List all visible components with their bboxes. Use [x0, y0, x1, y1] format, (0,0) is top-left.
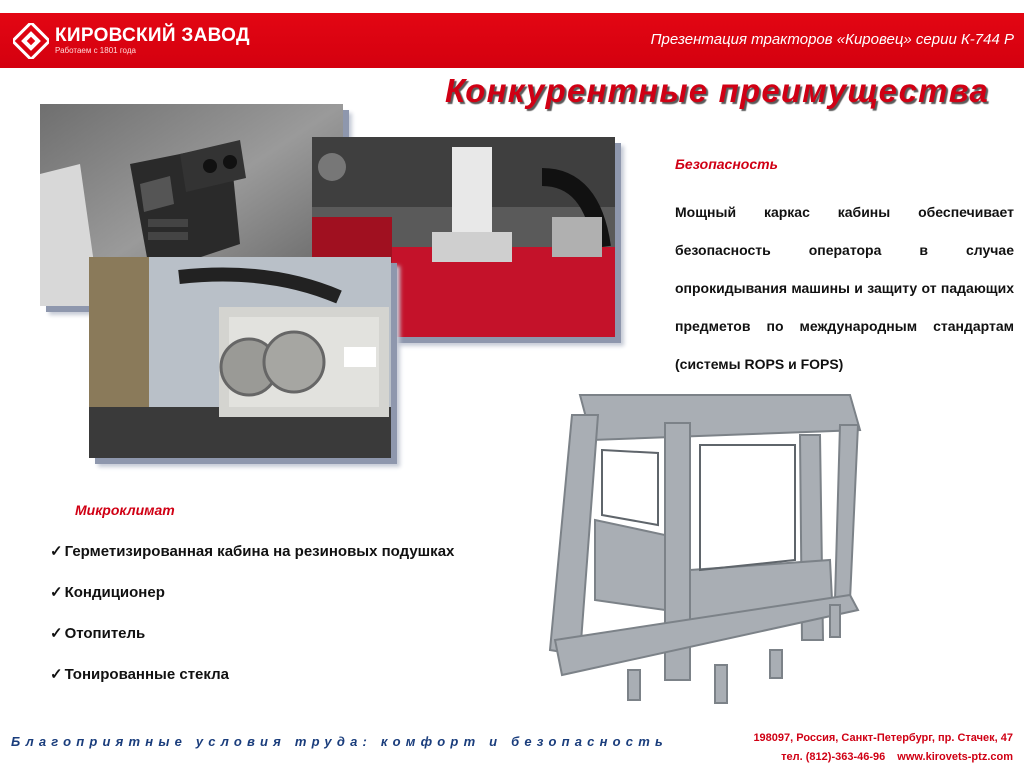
- footer-contacts: [753, 729, 1013, 767]
- footer-website-link[interactable]: www.kirovets-ptz.com: [897, 751, 1013, 763]
- check-mark-icon: ✓: [50, 625, 63, 642]
- feature-sealed-cabin: Герметизированная кабина на резиновых подушках: [64, 543, 455, 560]
- brand-tagline: Работаем с 1801 года: [55, 46, 136, 55]
- list-item: [50, 541, 454, 582]
- check-mark-icon: ✓: [50, 666, 63, 683]
- footer-address: 198097, Россия, Санкт-Петербург, пр. Стачек, 47: [753, 732, 1013, 744]
- photo-cabin-frame: [540, 385, 870, 710]
- brand-name: КИРОВСКИЙ ЗАВОД: [55, 25, 250, 46]
- check-mark-icon: ✓: [50, 584, 63, 601]
- list-item: [50, 623, 454, 664]
- photo-air-conditioner: [89, 257, 391, 458]
- page-title: Конкурентные преимущества: [445, 72, 989, 109]
- safety-description: Мощный каркас кабины обеспечивает безопасность оператора в случае опрокидывания машины и защиту от падающих предметов по международным стандартам (системы ROPS и FOPS): [675, 204, 1014, 372]
- footer-slogan: Благоприятные условия труда: комфорт и безопасность: [11, 734, 668, 749]
- presentation-title: Презентация тракторов «Кировец» серии К-744 Р: [650, 31, 1014, 48]
- feature-tinted-glass: Тонированные стекла: [64, 666, 229, 683]
- list-item: [50, 664, 454, 705]
- header-bar: [0, 13, 1024, 68]
- safety-heading: Безопасность: [675, 156, 778, 172]
- feature-heater: Отопитель: [64, 625, 146, 642]
- microclimate-heading: Микроклимат: [75, 502, 175, 518]
- microclimate-feature-list: [50, 541, 454, 705]
- logo-diamond-icon: [13, 23, 49, 59]
- feature-air-conditioner: Кондиционер: [64, 584, 165, 601]
- company-logo: [13, 23, 250, 59]
- footer-phone: тел. (812)-363-46-96: [781, 751, 886, 763]
- list-item: [50, 582, 454, 623]
- check-mark-icon: ✓: [50, 543, 63, 560]
